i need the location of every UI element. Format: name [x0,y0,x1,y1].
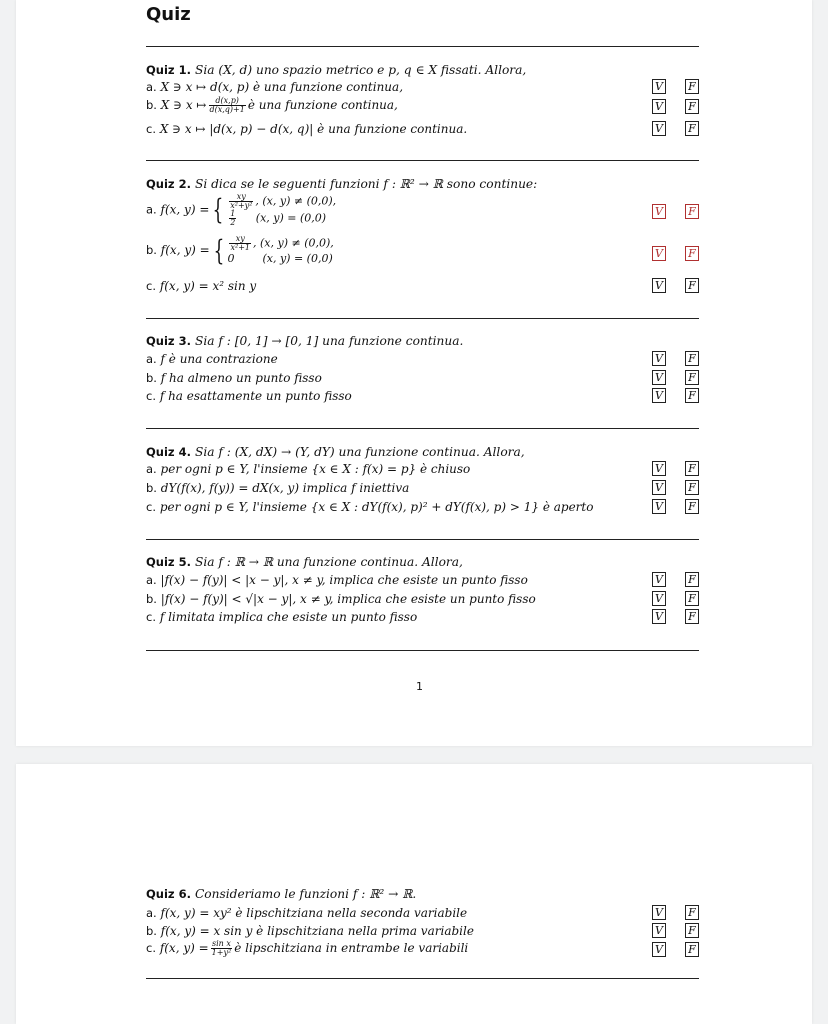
quiz-5-question: Quiz 5. Sia f : ℝ → ℝ una funzione continua. Allora, [146,555,463,569]
quiz-2-question: Quiz 2. Si dica se le seguenti funzioni f : ℝ² → ℝ sono continue: [146,177,538,191]
quiz-1-label: Quiz 1. [146,63,191,77]
false-box[interactable]: F [685,572,699,587]
quiz-1-option-a: a. X ∋ x ↦ d(x, p) è una funzione continua, [146,80,404,94]
false-box[interactable]: F [685,204,699,219]
false-box[interactable]: F [685,942,699,957]
quiz-2c-answer-boxes [652,278,702,293]
true-box[interactable]: V [652,246,666,261]
quiz-4-option-b: b. dY(f(x), f(y)) = dX(x, y) implica f iniettiva [146,481,410,495]
divider [146,428,699,429]
divider [146,318,699,319]
quiz-2-option-a: a. f(x, y) = { $\frac{xy}{\text{x²+y²}}$ , (x, y) ≠ (0,0), $\frac{1}{2}$ (x, y) = (0,0) [146,192,337,227]
quiz-1c-answer-boxes [652,121,702,136]
quiz-1b-answer-boxes [652,99,702,114]
false-box[interactable]: F [685,609,699,624]
quiz-6-option-a: a. f(x, y) = xy² è lipschitziana nella seconda variabile [146,906,468,920]
true-box[interactable]: V [652,609,666,624]
false-box[interactable]: F [685,79,699,94]
false-box[interactable]: F [685,480,699,495]
true-box[interactable]: V [652,388,666,403]
true-box[interactable]: V [652,461,666,476]
true-box[interactable]: V [652,923,666,938]
false-box[interactable]: F [685,351,699,366]
quiz-3b-answer-boxes [652,370,702,385]
true-box[interactable]: V [652,351,666,366]
quiz-4-option-c: c. per ogni p ∈ Y, l'insieme {x ∈ X : dY(f(x), p)² + dY(f(x), p) > 1} è aperto [146,500,594,514]
quiz-4c-answer-boxes [652,499,702,514]
divider [146,978,699,979]
page-title: Quiz [146,4,191,25]
divider [146,650,699,651]
true-box[interactable]: V [652,370,666,385]
quiz-6a-answer-boxes [652,905,702,920]
true-box[interactable]: V [652,499,666,514]
quiz-2a-answer-boxes [652,204,702,219]
false-box[interactable]: F [685,246,699,261]
true-box[interactable]: V [652,99,666,114]
quiz-4b-answer-boxes [652,480,702,495]
quiz-5c-answer-boxes [652,609,702,624]
page-number: 1 [416,680,423,693]
quiz-4-question: Quiz 4. Sia f : (X, dX) → (Y, dY) una funzione continua. Allora, [146,445,525,459]
quiz-1-text: Sia (X, d) uno spazio metrico e p, q ∈ X fissati. Allora, [194,63,527,77]
quiz-4-option-a: a. per ogni p ∈ Y, l'insieme {x ∈ X : f(x) = p} è chiuso [146,462,471,476]
quiz-6-option-b: b. f(x, y) = x sin y è lipschitziana nella prima variabile [146,924,474,938]
page-1 [16,0,812,746]
quiz-2-option-c: c. f(x, y) = x² sin y [146,279,257,293]
false-box[interactable]: F [685,388,699,403]
quiz-4a-answer-boxes [652,461,702,476]
quiz-3-option-c: c. f ha esattamente un punto fisso [146,389,352,403]
false-box[interactable]: F [685,278,699,293]
quiz-5b-answer-boxes [652,591,702,606]
false-box[interactable]: F [685,370,699,385]
false-box[interactable]: F [685,923,699,938]
fraction: $\frac{d(x,p)}{d(x,q)+1}$ [209,96,245,114]
quiz-6-question: Quiz 6. Consideriamo le funzioni f : ℝ² → ℝ. [146,887,417,901]
quiz-1-option-c: c. X ∋ x ↦ |d(x, p) − d(x, q)| è una funzione continua. [146,122,468,136]
divider [146,539,699,540]
true-box[interactable]: V [652,79,666,94]
true-box[interactable]: V [652,942,666,957]
quiz-3c-answer-boxes [652,388,702,403]
quiz-6b-answer-boxes [652,923,702,938]
quiz-5-option-c: c. f limitata implica che esiste un punto fisso [146,610,418,624]
quiz-3a-answer-boxes [652,351,702,366]
quiz-3-option-a: a. f è una contrazione [146,352,278,366]
fraction: $\frac{\text{sin x}}{\text{1+y²}}$ [211,939,232,957]
quiz-5a-answer-boxes [652,572,702,587]
divider [146,160,699,161]
quiz-2-option-b: b. f(x, y) = { $\frac{xy}{\text{x²+1}}$ , (x, y) ≠ (0,0), 0 (x, y) = (0,0) [146,233,334,267]
quiz-1-question [146,63,526,77]
false-box[interactable]: F [685,461,699,476]
divider [146,46,699,47]
quiz-2b-answer-boxes [652,246,702,261]
quiz-1-option-b: b. X ∋ x ↦ $\frac{d(x,p)}{d(x,q)+1}$ è una funzione continua, [146,96,398,114]
page-2 [16,764,812,1024]
false-box[interactable]: F [685,99,699,114]
quiz-6c-answer-boxes [652,942,702,957]
false-box[interactable]: F [685,499,699,514]
true-box[interactable]: V [652,572,666,587]
true-box[interactable]: V [652,591,666,606]
true-box[interactable]: V [652,121,666,136]
quiz-1a-answer-boxes [652,79,702,94]
true-box[interactable]: V [652,480,666,495]
quiz-3-question: Quiz 3. Sia f : [0, 1] → [0, 1] una funzione continua. [146,334,464,348]
quiz-5-option-a: a. |f(x) − f(y)| < |x − y|, x ≠ y, implica che esiste un punto fisso [146,573,528,587]
false-box[interactable]: F [685,121,699,136]
true-box[interactable]: V [652,204,666,219]
quiz-3-option-b: b. f ha almeno un punto fisso [146,371,322,385]
false-box[interactable]: F [685,591,699,606]
quiz-5-option-b: b. |f(x) − f(y)| < √|x − y|, x ≠ y, implica che esiste un punto fisso [146,592,536,606]
quiz-6-option-c: c. f(x, y) = $\frac{\text{sin x}}{\text{1+y²}}$ è lipschitziana in entrambe le variabili [146,939,469,957]
false-box[interactable]: F [685,905,699,920]
true-box[interactable]: V [652,905,666,920]
true-box[interactable]: V [652,278,666,293]
